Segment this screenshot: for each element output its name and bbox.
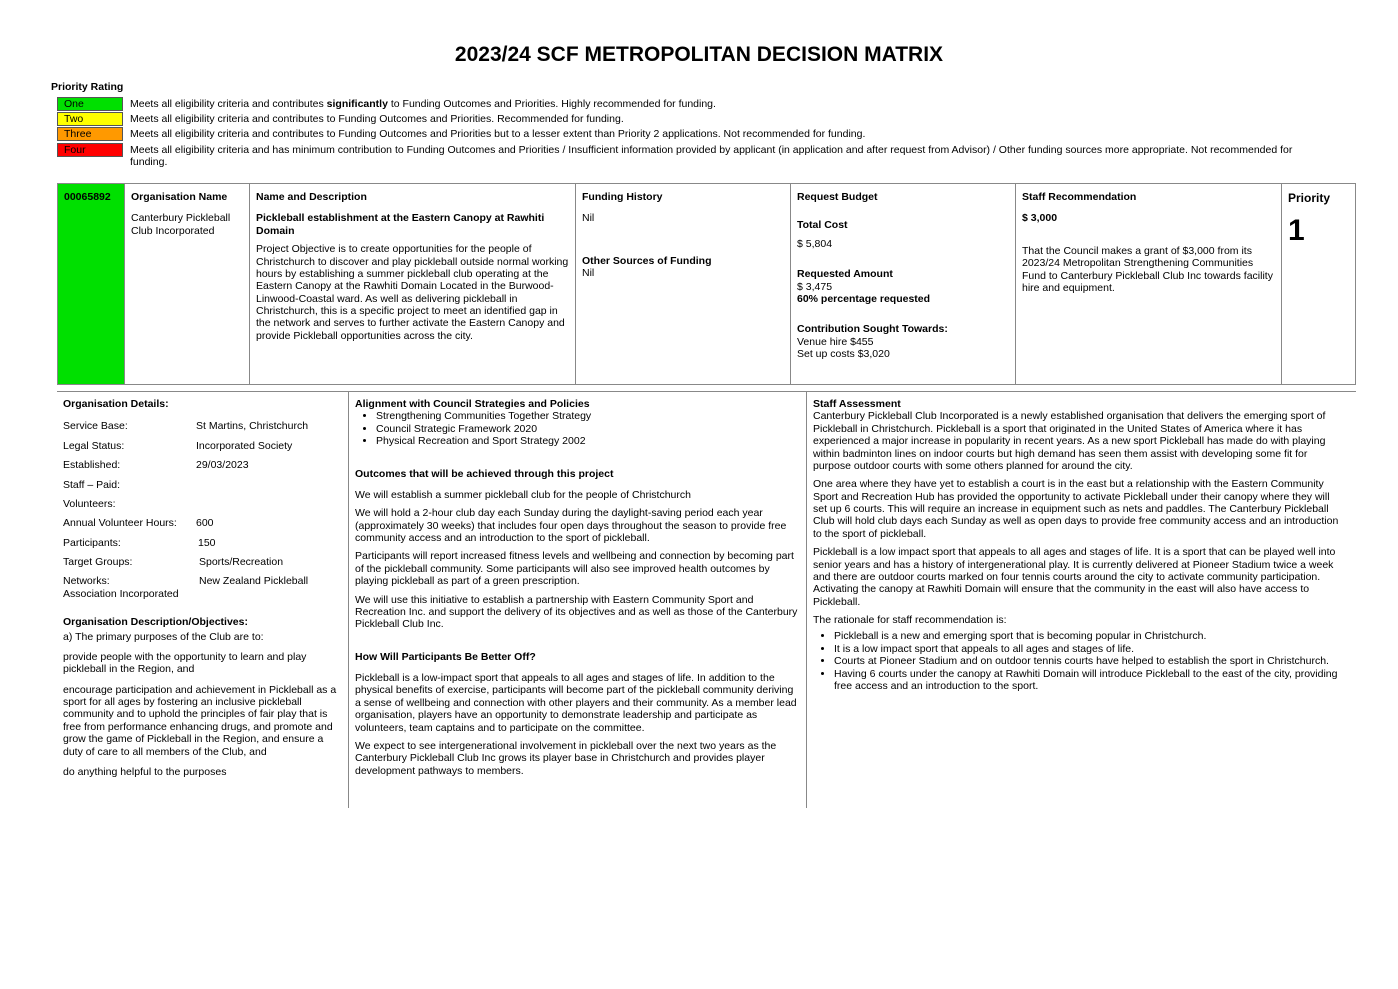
- priority-desc-three: Meets all eligibility criteria and contributes to Funding Outcomes and Priorities but to a lesser extent than Priority 2 applications. Not recommended for funding.: [130, 128, 866, 140]
- requested-amount-value: $ 3,475: [797, 280, 833, 293]
- list-item: • Courts at Pioneer Stadium and on outdoor tennis courts have helped to establish the sport in Christchurch.: [834, 655, 1346, 667]
- detail-target-groups: Target Groups: Sports/Recreation: [63, 556, 284, 568]
- rationale-intro: The rationale for staff recommendation is:: [813, 614, 1007, 626]
- request-budget-heading: Request Budget: [797, 191, 878, 203]
- percentage-requested: 60% percentage requested: [797, 292, 931, 305]
- funding-history-heading: Funding History: [582, 191, 663, 203]
- page-title: 2023/24 SCF METROPOLITAN DECISION MATRIX: [454, 43, 944, 66]
- outcomes-paragraph: We will establish a summer pickleball club for the people of Christchurch: [355, 488, 691, 501]
- application-summary-table: [57, 183, 1356, 385]
- assessment-paragraph: One area where they have yet to establish a court is in the east but a relationship with the Eastern Community Sport and Recreation Hub has provided the opportunity to activate Pickleball under their canopy where they will set up 6 courts. This will require an increase in equipment such as nets and paddles. The Canterbury Pickleball Club will hold club days each Sunday as well as open days to provide free community access and an introduction to the sport of pickleball.: [813, 478, 1339, 540]
- application-id-cell: [58, 184, 125, 384]
- assessment-paragraph: Canterbury Pickleball Club Incorporated is a newly established organisation that delivers the emerging sport of Pickleball in Christchurch. Pickleball is a sport that originated in the United States of America where it has experienced a major increase in popularity in recent years. As a new sport Pickleball has made do with playing within badminton lines on indoor courts but high demand has seen them assist with developing some fit for purpose outdoor courts with some others planned for around the city.: [813, 410, 1326, 472]
- list-item: • Pickleball is a new and emerging sport that is becoming popular in Christchurch.: [834, 630, 1346, 642]
- detail-networks: Networks: New Zealand Pickleball Association Incorporated: [63, 575, 309, 600]
- section-divider: [57, 391, 1356, 392]
- detail-volunteer-hours: Annual Volunteer Hours: 600: [63, 517, 214, 530]
- priority-swatch-three: Three: [57, 127, 123, 141]
- name-description-heading: Name and Description: [256, 191, 367, 203]
- org-name-cell: [125, 184, 250, 384]
- project-name: Pickleball establishment at the Eastern Canopy at Rawhiti Domain: [256, 212, 545, 237]
- requested-amount-label: Requested Amount: [797, 268, 893, 281]
- name-description-cell: [250, 184, 576, 384]
- outcomes-heading: Outcomes that will be achieved through this project: [355, 467, 614, 480]
- contribution-item: Set up costs $3,020: [797, 348, 890, 360]
- priority-heading: Priority: [1288, 191, 1331, 205]
- org-details-heading: Organisation Details:: [63, 398, 169, 410]
- alignment-section: [349, 398, 806, 777]
- detail-established: Established: 29/03/2023: [63, 459, 249, 472]
- detail-legal-status: Legal Status: Incorporated Society: [63, 439, 293, 452]
- priority-row-one: [57, 97, 1317, 112]
- assessment-paragraph: Pickleball is a low impact sport that appeals to all ages and stages of life. It is a sport that can be played well into senior years and has a history of intergenerational play. It is currently delivered at Pioneer Stadium twice a week and there are outdoor courts marked on four tennis courts around the city to activate community participation. Activating the canopy at Rawhiti Domain will ensure that the community in the east will also have access to Pickleball.: [813, 546, 1336, 608]
- request-budget-cell: [791, 184, 1016, 384]
- priority-swatch-two: Two: [57, 112, 123, 126]
- total-cost-value: $ 5,804: [797, 237, 833, 250]
- priority-desc-two: Meets all eligibility criteria and contributes to Funding Outcomes and Priorities. Recommended for funding.: [130, 113, 624, 125]
- detail-staff-paid: Staff – Paid:: [63, 478, 121, 491]
- list-item: • Physical Recreation and Sport Strategy 2002: [376, 435, 800, 447]
- better-off-heading: How Will Participants Be Better Off?: [355, 650, 536, 663]
- priority-desc-one: Meets all eligibility criteria and contributes significantly to Funding Outcomes and Priorities. Highly recommended for funding.: [130, 98, 716, 110]
- contribution-item: Venue hire $455: [797, 335, 874, 348]
- project-description: Project Objective is to create opportunities for the people of Christchurch to discover and play pickleball outside normal working hours by establishing a summer pickleball club operating at the Eastern Canopy at the Rawhiti Domain Located in the Burwood-Linwood-Coastal ward. As well as delivering pickleball in Christchurch, this is a specific project to meet an identified gap in the network and serves to further activate the Eastern Canopy and provide Pickleball opportunities across the city.: [256, 243, 569, 342]
- detail-volunteers: Volunteers:: [63, 497, 116, 510]
- priority-cell: [1282, 184, 1355, 384]
- list-item: • It is a low impact sport that appeals to all ages and stages of life.: [834, 643, 1346, 655]
- funding-history-cell: [576, 184, 791, 384]
- detail-participants: Participants: 150: [63, 536, 216, 549]
- priority-swatch-one: One: [57, 97, 123, 111]
- total-cost-label: Total Cost: [797, 219, 848, 232]
- org-description-heading: Organisation Description/Objectives:: [63, 616, 248, 629]
- contribution-label: Contribution Sought Towards:: [797, 323, 948, 336]
- org-description-paragraph: provide people with the opportunity to learn and play pickleball in the Region, and: [63, 650, 307, 676]
- org-name-heading: Organisation Name: [131, 191, 228, 203]
- outcomes-paragraph: We will use this initiative to establish a partnership with Eastern Community Sport and Recreation Inc. and support the delivery of its objectives and as well as those of the Canterbury Pickleball Club Inc.: [355, 593, 798, 631]
- list-item: • Having 6 courts under the canopy at Rawhiti Domain will introduce Pickleball to the east of the city, providing free access and an introduction to the sport.: [834, 668, 1346, 693]
- org-name: Canterbury Pickleball Club Incorporated: [131, 212, 231, 237]
- list-item: • Strengthening Communities Together Strategy: [376, 410, 800, 422]
- rationale-list: [813, 630, 1346, 692]
- organisation-details-section: [57, 398, 347, 778]
- org-description-paragraph: do anything helpful to the purposes: [63, 765, 227, 778]
- other-sources-value: Nil: [582, 267, 595, 280]
- priority-row-three: [57, 127, 1317, 143]
- org-description-paragraph: encourage participation and achievement in Pickleball as a sport for all ages by fostering an inclusive pickleball community and to uphold the principles of fair play that is free from performance enhancing drugs, and promote and grow the game of Pickleball in the Region, and ensure a duty of care to all members of the Club, and: [63, 683, 337, 758]
- priority-swatch-four: Four: [57, 143, 123, 157]
- alignment-heading: Alignment with Council Strategies and Policies: [355, 398, 590, 410]
- priority-desc-four: Meets all eligibility criteria and has minimum contribution to Funding Outcomes and Priorities / Insufficient information provided by applicant (in application and after request from Advisor) / Other funding sources more appropriate. Not recommended for funding.: [130, 144, 1293, 169]
- outcomes-paragraph: Participants will report increased fitness levels and wellbeing and connection by becoming part of the pickleball community. Some participants will also see improved health outcomes by playing pickleball as part of a green prescription.: [355, 550, 794, 588]
- application-id: 00065892: [64, 191, 111, 203]
- staff-recommendation-heading: Staff Recommendation: [1022, 191, 1137, 203]
- outcomes-paragraph: We will hold a 2-hour club day each Sunday during the daylight-saving period each year (approximately 30 weeks) that includes four open days throughout the season to provide free community access and an introduction to the sport of pickleball.: [355, 507, 787, 544]
- staff-assessment-section: [807, 398, 1352, 692]
- priority-row-four: [57, 143, 1317, 171]
- staff-recommendation-text: That the Council makes a grant of $3,000 from its 2023/24 Metropolitan Strengthening Communities Fund to Canterbury Pickleball Club Inc towards facility hire and equipment.: [1022, 244, 1273, 294]
- staff-assessment-heading: Staff Assessment: [813, 398, 901, 410]
- priority-value: 1: [1288, 214, 1305, 248]
- priority-rating-heading: Priority Rating: [51, 81, 124, 93]
- strategy-list: [355, 410, 800, 447]
- priority-rating-legend: [57, 97, 1317, 171]
- better-off-paragraph: We expect to see intergenerational involvement in pickleball over the next two years as the Canterbury Pickleball Club Inc grows its player base in Christchurch and provides player development pathways to members.: [355, 739, 777, 777]
- better-off-paragraph: Pickleball is a low-impact sport that appeals to all ages and stages of life. In addition to the physical benefits of exercise, participants will become part of the pickleball community deriving a sense of wellbeing and connection with other players and their community. As a member lead organisation, players have an opportunity to demonstrate leadership and participate as volunteers, team captains and to participate on the committee.: [355, 672, 797, 734]
- org-description-paragraph: a) The primary purposes of the Club are to:: [63, 630, 264, 643]
- funding-history-value: Nil: [582, 212, 595, 225]
- priority-row-two: [57, 112, 1317, 127]
- other-sources-heading: Other Sources of Funding: [582, 254, 712, 267]
- list-item: • Council Strategic Framework 2020: [376, 423, 800, 435]
- detail-service-base: Service Base: St Martins, Christchurch: [63, 420, 309, 433]
- staff-recommendation-amount: $ 3,000: [1022, 212, 1058, 225]
- staff-recommendation-cell: [1016, 184, 1282, 384]
